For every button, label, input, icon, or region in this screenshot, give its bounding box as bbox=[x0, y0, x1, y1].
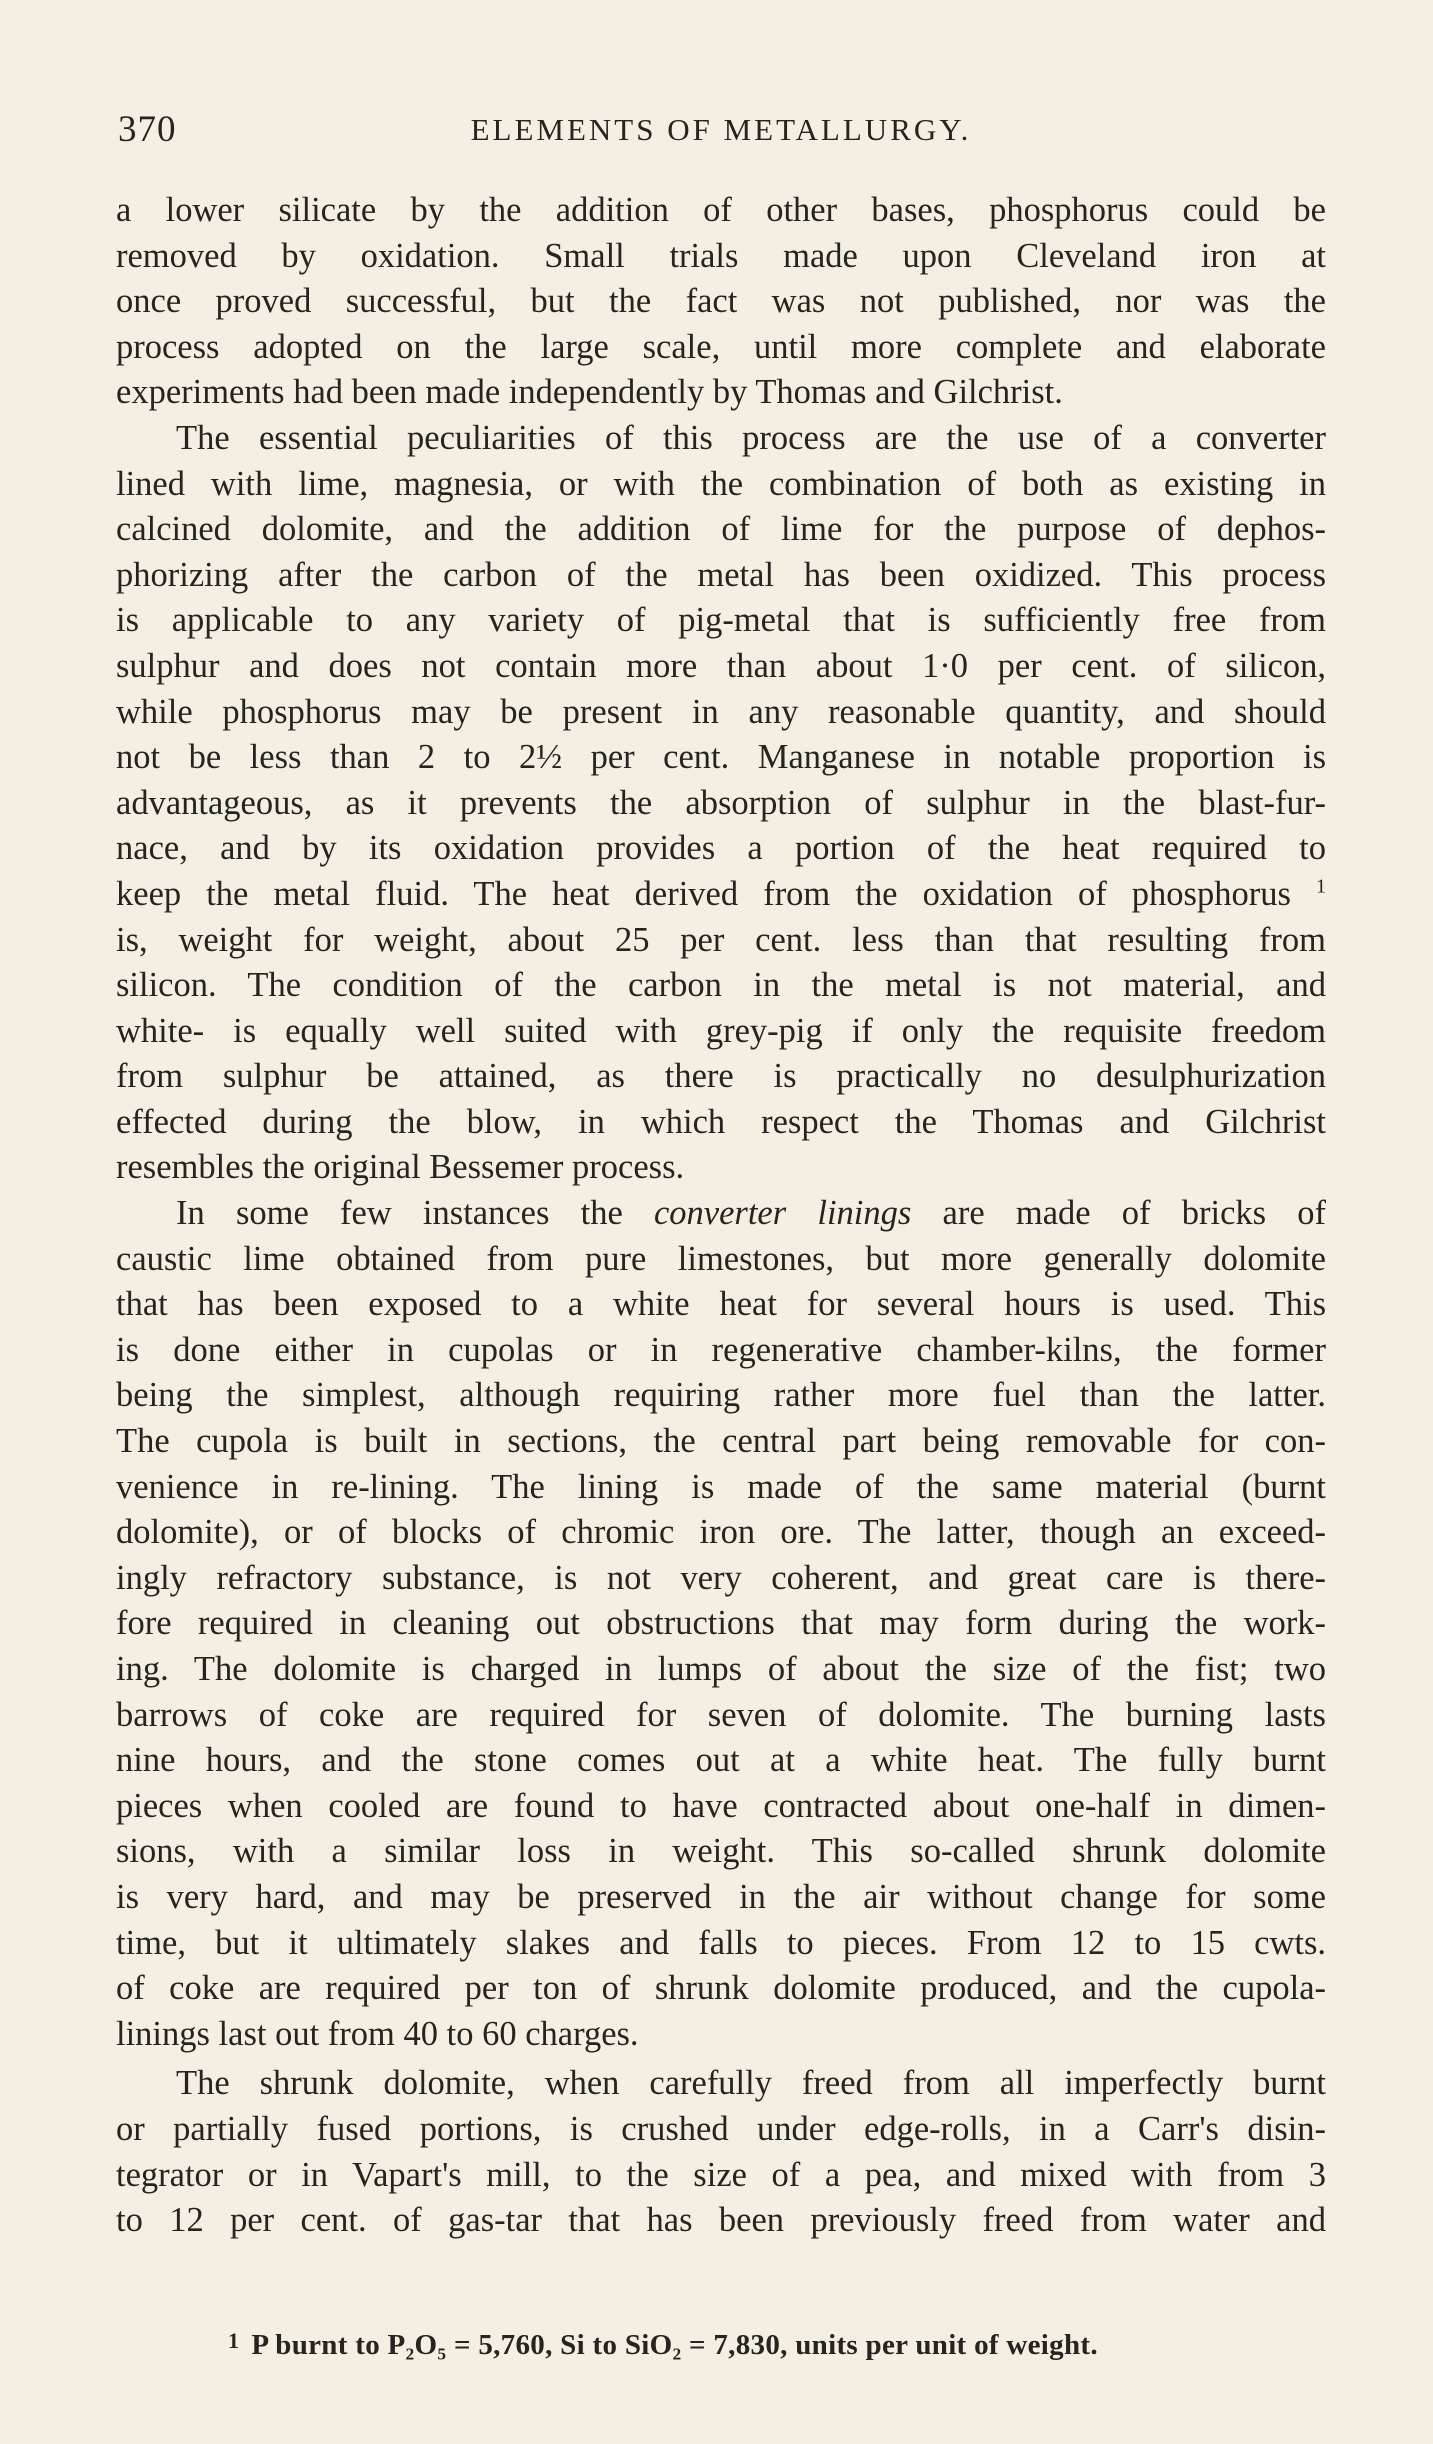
text-line: effected during the blow, in which respect the Thomas and Gilchrist bbox=[116, 1102, 1326, 1141]
text-line: ingly refractory substance, is not very coherent, and great care is there- bbox=[116, 1558, 1326, 1597]
text-line: tegrator or in Vapart's mill, to the size of a pea, and mixed with from 3 bbox=[116, 2155, 1326, 2194]
text-line: time, but it ultimately slakes and falls to pieces. From 12 to 15 cwts. bbox=[116, 1923, 1326, 1962]
text-line: a lower silicate by the addition of other bases, phosphorus could be bbox=[116, 191, 1326, 229]
text-line: The cupola is built in sections, the central part being removable for con- bbox=[116, 1422, 1326, 1461]
text-line: nace, and by its oxidation provides a portion of the heat required to bbox=[116, 829, 1326, 868]
running-head: ELEMENTS OF METALLURGY. bbox=[470, 112, 972, 147]
text-line-with-italic bbox=[116, 1191, 1326, 1237]
text-line: advantageous, as it prevents the absorption of sulphur in the blast-fur- bbox=[116, 783, 1326, 822]
text-line: caustic lime obtained from pure limestones, but more generally dolomite bbox=[116, 1239, 1326, 1278]
text-line-with-footnote-ref bbox=[116, 872, 1326, 918]
text-line: experiments had been made independently by Thomas and Gilchrist. bbox=[116, 373, 1063, 412]
text-line: phorizing after the carbon of the metal has been oxidized. This process bbox=[116, 555, 1326, 594]
text-line: process adopted on the large scale, until more complete and elaborate bbox=[116, 327, 1326, 366]
text-line: ing. The dolomite is charged in lumps of about the size of the fist; two bbox=[116, 1650, 1326, 1688]
text-line: once proved successful, but the fact was not published, nor was the bbox=[116, 282, 1326, 321]
body-text bbox=[116, 188, 1326, 2244]
text-line: while phosphorus may be present in any reasonable quantity, and should bbox=[116, 692, 1326, 731]
text-line: sulphur and does not contain more than about 1·0 per cent. of silicon, bbox=[116, 646, 1326, 685]
text-line: from sulphur be attained, as there is practically no desulphurization bbox=[116, 1057, 1326, 1096]
footnote-text: P burnt to P₂O₅ = 5,760, Si to SiO₂ = 7,830, units per unit of weight. bbox=[251, 2329, 1098, 2361]
text-line: The essential peculiarities of this process are the use of a converter bbox=[176, 418, 1326, 457]
text-line: dolomite), or of blocks of chromic iron ore. The latter, though an exceed- bbox=[116, 1513, 1326, 1552]
text-line: lined with lime, magnesia, or with the combination of both as existing in bbox=[116, 464, 1326, 503]
text-line: is applicable to any variety of pig-metal that is sufficiently free from bbox=[116, 601, 1326, 640]
text-line-content: keep the metal fluid. The heat derived from the oxidation of phosphorus bbox=[116, 874, 1291, 913]
text-line: that has been exposed to a white heat for several hours is used. This bbox=[116, 1285, 1326, 1324]
text-line: not be less than 2 to 2½ per cent. Manganese in notable proportion is bbox=[116, 738, 1326, 777]
italic-term: converter linings bbox=[653, 1194, 912, 1233]
text-line: calcined dolomite, and the addition of lime for the purpose of dephos- bbox=[116, 510, 1326, 549]
text-line: or partially fused portions, is crushed under edge-rolls, in a Carr's disin- bbox=[116, 2109, 1326, 2148]
text-line: pieces when cooled are found to have contracted about one-half in dimen- bbox=[116, 1786, 1326, 1825]
footnote-reference: 1 bbox=[1316, 875, 1326, 898]
text-line: barrows of coke are required for seven of dolomite. The burning lasts bbox=[116, 1695, 1326, 1734]
paragraph-lead: In bbox=[176, 1194, 205, 1233]
text-line: sions, with a similar loss in weight. This so-called shrunk dolomite bbox=[116, 1832, 1326, 1871]
text-line: nine hours, and the stone comes out at a white heat. The fully burnt bbox=[116, 1741, 1326, 1780]
text-line: silicon. The condition of the carbon in the metal is not material, and bbox=[116, 966, 1326, 1005]
text-line: is done either in cupolas or in regenerative chamber-kilns, the former bbox=[116, 1330, 1326, 1369]
page-number: 370 bbox=[118, 109, 177, 150]
text-line: being the simplest, although requiring rather more fuel than the latter. bbox=[116, 1376, 1326, 1415]
text-line: is very hard, and may be preserved in the air without change for some bbox=[116, 1877, 1326, 1916]
text-line: removed by oxidation. Small trials made upon Cleveland iron at bbox=[116, 236, 1326, 275]
text-line: fore required in cleaning out obstructions that may form during the work- bbox=[116, 1604, 1326, 1643]
text-line: is, weight for weight, about 25 per cent. less than that resulting from bbox=[116, 920, 1326, 959]
footnote-marker: 1 bbox=[228, 2328, 240, 2353]
text-line: white- is equally well suited with grey-pig if only the requisite freedom bbox=[116, 1011, 1326, 1050]
text-line: of coke are required per ton of shrunk dolomite produced, and the cupola- bbox=[116, 1969, 1326, 2008]
text-line: venience in re-lining. The lining is made of the same material (burnt bbox=[116, 1467, 1326, 1506]
footnote bbox=[228, 2328, 1098, 2362]
text-line: to 12 per cent. of gas-tar that has been previously freed from water and bbox=[116, 2201, 1326, 2240]
text-line-content: are made of bricks of bbox=[942, 1194, 1327, 1233]
text-line-content: some few instances the bbox=[235, 1194, 623, 1233]
text-line: The shrunk dolomite, when carefully freed from all imperfectly burnt bbox=[176, 2064, 1326, 2103]
text-line: linings last out from 40 to 60 charges. bbox=[116, 2014, 639, 2053]
page-header bbox=[118, 108, 1324, 152]
text-line: resembles the original Bessemer process. bbox=[116, 1148, 685, 1187]
